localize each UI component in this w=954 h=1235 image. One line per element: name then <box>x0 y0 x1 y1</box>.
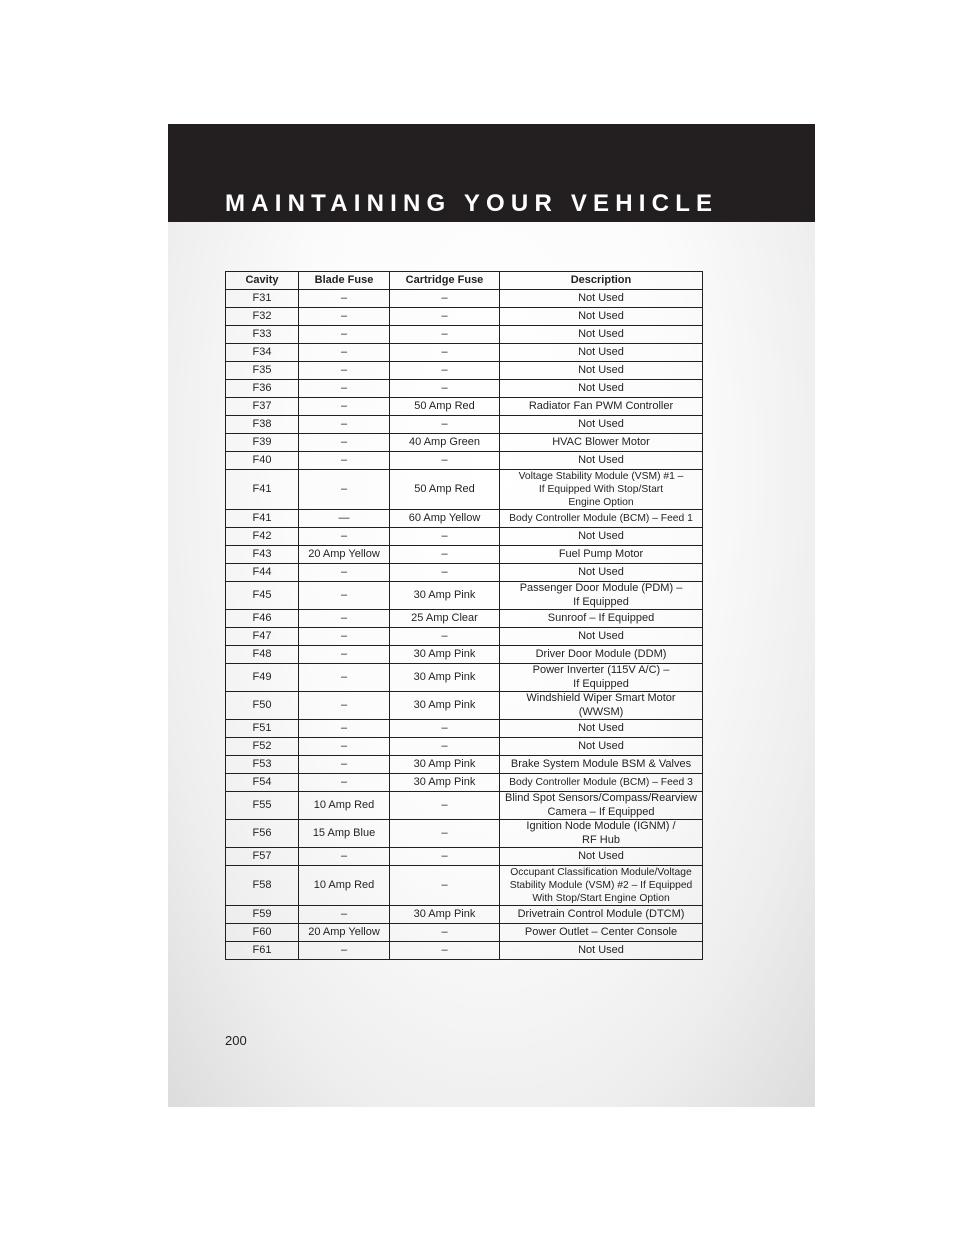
table-row <box>226 906 703 924</box>
fuse-table <box>225 271 703 960</box>
cavity-cell: F47 <box>226 628 299 646</box>
blade-fuse-cell: – <box>299 628 390 646</box>
table-row <box>226 664 703 692</box>
blade-fuse-cell: – <box>299 528 390 546</box>
table-row <box>226 380 703 398</box>
cavity-cell: F31 <box>226 290 299 308</box>
cartridge-fuse-cell: – <box>390 362 500 380</box>
cartridge-fuse-cell: – <box>390 628 500 646</box>
table-row <box>226 434 703 452</box>
cartridge-fuse-cell: – <box>390 290 500 308</box>
table-row <box>226 610 703 628</box>
blade-fuse-cell: – <box>299 326 390 344</box>
header-description: Description <box>500 272 703 290</box>
cartridge-fuse-cell: 40 Amp Green <box>390 434 500 452</box>
blade-fuse-cell: – <box>299 380 390 398</box>
description-cell: Power Outlet – Center Console <box>500 924 703 942</box>
description-cell: Occupant Classification Module/Voltage Stability Module (VSM) #2 – If Equipped With Stop/Start Engine Option <box>500 866 703 906</box>
cavity-cell: F50 <box>226 692 299 720</box>
description-cell: Power Inverter (115V A/C) – If Equipped <box>500 664 703 692</box>
table-row <box>226 528 703 546</box>
table-row <box>226 756 703 774</box>
cartridge-fuse-cell: 30 Amp Pink <box>390 646 500 664</box>
description-cell: Blind Spot Sensors/Compass/Rearview Camera – If Equipped <box>500 792 703 820</box>
table-row <box>226 416 703 434</box>
section-title: MAINTAINING YOUR VEHICLE <box>225 190 719 217</box>
description-cell: Not Used <box>500 720 703 738</box>
cartridge-fuse-cell: – <box>390 546 500 564</box>
blade-fuse-cell: – <box>299 416 390 434</box>
description-cell: Fuel Pump Motor <box>500 546 703 564</box>
table-row <box>226 290 703 308</box>
cartridge-fuse-cell: – <box>390 308 500 326</box>
cartridge-fuse-cell: 30 Amp Pink <box>390 756 500 774</box>
description-cell: Not Used <box>500 848 703 866</box>
blade-fuse-cell: 10 Amp Red <box>299 792 390 820</box>
blade-fuse-cell: – <box>299 564 390 582</box>
blade-fuse-cell: – <box>299 582 390 610</box>
blade-fuse-cell: – <box>299 470 390 510</box>
cartridge-fuse-cell: – <box>390 528 500 546</box>
cavity-cell: F52 <box>226 738 299 756</box>
cavity-cell: F36 <box>226 380 299 398</box>
cavity-cell: F48 <box>226 646 299 664</box>
cartridge-fuse-cell: – <box>390 820 500 848</box>
cartridge-fuse-cell: 30 Amp Pink <box>390 582 500 610</box>
cavity-cell: F33 <box>226 326 299 344</box>
description-cell: Not Used <box>500 564 703 582</box>
fuse-table-body <box>226 290 703 960</box>
description-cell: Not Used <box>500 416 703 434</box>
table-row <box>226 470 703 510</box>
blade-fuse-cell: – <box>299 290 390 308</box>
blade-fuse-cell: 20 Amp Yellow <box>299 546 390 564</box>
description-cell: Not Used <box>500 738 703 756</box>
table-row <box>226 924 703 942</box>
cartridge-fuse-cell: – <box>390 738 500 756</box>
cartridge-fuse-cell: – <box>390 380 500 398</box>
table-row <box>226 564 703 582</box>
cartridge-fuse-cell: 30 Amp Pink <box>390 664 500 692</box>
header-blade-fuse: Blade Fuse <box>299 272 390 290</box>
cavity-cell: F44 <box>226 564 299 582</box>
description-cell: Sunroof – If Equipped <box>500 610 703 628</box>
description-cell: Not Used <box>500 942 703 960</box>
description-cell: Not Used <box>500 308 703 326</box>
description-cell: Not Used <box>500 452 703 470</box>
cavity-cell: F57 <box>226 848 299 866</box>
description-cell: Body Controller Module (BCM) – Feed 3 <box>500 774 703 792</box>
blade-fuse-cell: – <box>299 646 390 664</box>
cavity-cell: F39 <box>226 434 299 452</box>
cavity-cell: F32 <box>226 308 299 326</box>
table-row <box>226 344 703 362</box>
blade-fuse-cell: – <box>299 720 390 738</box>
cavity-cell: F56 <box>226 820 299 848</box>
cartridge-fuse-cell: – <box>390 564 500 582</box>
cavity-cell: F53 <box>226 756 299 774</box>
cavity-cell: F55 <box>226 792 299 820</box>
table-row <box>226 738 703 756</box>
cartridge-fuse-cell: – <box>390 720 500 738</box>
table-row <box>226 774 703 792</box>
table-row <box>226 510 703 528</box>
blade-fuse-cell: – <box>299 774 390 792</box>
blade-fuse-cell: – <box>299 942 390 960</box>
cavity-cell: F38 <box>226 416 299 434</box>
blade-fuse-cell: – <box>299 362 390 380</box>
blade-fuse-cell: – <box>299 434 390 452</box>
cartridge-fuse-cell: – <box>390 866 500 906</box>
table-row <box>226 866 703 906</box>
cartridge-fuse-cell: 30 Amp Pink <box>390 774 500 792</box>
table-row <box>226 692 703 720</box>
blade-fuse-cell: – <box>299 738 390 756</box>
cavity-cell: F61 <box>226 942 299 960</box>
header-cavity: Cavity <box>226 272 299 290</box>
blade-fuse-cell: – <box>299 610 390 628</box>
blade-fuse-cell: — <box>299 510 390 528</box>
blade-fuse-cell: – <box>299 398 390 416</box>
blade-fuse-cell: – <box>299 344 390 362</box>
cartridge-fuse-cell: 60 Amp Yellow <box>390 510 500 528</box>
description-cell: Not Used <box>500 380 703 398</box>
cartridge-fuse-cell: – <box>390 942 500 960</box>
table-row <box>226 720 703 738</box>
cavity-cell: F42 <box>226 528 299 546</box>
blade-fuse-cell: – <box>299 906 390 924</box>
description-cell: Windshield Wiper Smart Motor (WWSM) <box>500 692 703 720</box>
description-cell: Body Controller Module (BCM) – Feed 1 <box>500 510 703 528</box>
blade-fuse-cell: – <box>299 692 390 720</box>
cartridge-fuse-cell: 30 Amp Pink <box>390 906 500 924</box>
table-row <box>226 582 703 610</box>
description-cell: Brake System Module BSM & Valves <box>500 756 703 774</box>
blade-fuse-cell: 20 Amp Yellow <box>299 924 390 942</box>
cavity-cell: F41 <box>226 470 299 510</box>
description-cell: Not Used <box>500 344 703 362</box>
table-row <box>226 362 703 380</box>
table-row <box>226 646 703 664</box>
table-row <box>226 398 703 416</box>
cavity-cell: F49 <box>226 664 299 692</box>
blade-fuse-cell: – <box>299 756 390 774</box>
cavity-cell: F59 <box>226 906 299 924</box>
table-row <box>226 546 703 564</box>
description-cell: Drivetrain Control Module (DTCM) <box>500 906 703 924</box>
cartridge-fuse-cell: – <box>390 326 500 344</box>
cavity-cell: F58 <box>226 866 299 906</box>
header-cartridge-fuse: Cartridge Fuse <box>390 272 500 290</box>
blade-fuse-cell: – <box>299 848 390 866</box>
table-header-row <box>226 272 703 290</box>
cartridge-fuse-cell: – <box>390 344 500 362</box>
description-cell: Passenger Door Module (PDM) – If Equipped <box>500 582 703 610</box>
table-row <box>226 452 703 470</box>
table-row <box>226 628 703 646</box>
description-cell: Radiator Fan PWM Controller <box>500 398 703 416</box>
cartridge-fuse-cell: 50 Amp Red <box>390 398 500 416</box>
description-cell: Not Used <box>500 628 703 646</box>
cartridge-fuse-cell: – <box>390 416 500 434</box>
blade-fuse-cell: – <box>299 452 390 470</box>
page-number: 200 <box>225 1033 247 1048</box>
blade-fuse-cell: – <box>299 308 390 326</box>
cartridge-fuse-cell: 50 Amp Red <box>390 470 500 510</box>
description-cell: Not Used <box>500 290 703 308</box>
cartridge-fuse-cell: 25 Amp Clear <box>390 610 500 628</box>
cavity-cell: F51 <box>226 720 299 738</box>
table-row <box>226 326 703 344</box>
description-cell: Driver Door Module (DDM) <box>500 646 703 664</box>
description-cell: HVAC Blower Motor <box>500 434 703 452</box>
cavity-cell: F40 <box>226 452 299 470</box>
cavity-cell: F54 <box>226 774 299 792</box>
description-cell: Not Used <box>500 362 703 380</box>
cavity-cell: F34 <box>226 344 299 362</box>
cartridge-fuse-cell: – <box>390 924 500 942</box>
cavity-cell: F35 <box>226 362 299 380</box>
description-cell: Not Used <box>500 326 703 344</box>
blade-fuse-cell: 10 Amp Red <box>299 866 390 906</box>
blade-fuse-cell: – <box>299 664 390 692</box>
table-row <box>226 820 703 848</box>
cavity-cell: F46 <box>226 610 299 628</box>
cartridge-fuse-cell: – <box>390 452 500 470</box>
description-cell: Voltage Stability Module (VSM) #1 – If Equipped With Stop/Start Engine Option <box>500 470 703 510</box>
blade-fuse-cell: 15 Amp Blue <box>299 820 390 848</box>
cavity-cell: F37 <box>226 398 299 416</box>
cavity-cell: F41 <box>226 510 299 528</box>
table-row <box>226 792 703 820</box>
cartridge-fuse-cell: – <box>390 792 500 820</box>
table-row <box>226 942 703 960</box>
cavity-cell: F60 <box>226 924 299 942</box>
description-cell: Not Used <box>500 528 703 546</box>
cartridge-fuse-cell: – <box>390 848 500 866</box>
cavity-cell: F43 <box>226 546 299 564</box>
cavity-cell: F45 <box>226 582 299 610</box>
description-cell: Ignition Node Module (IGNM) / RF Hub <box>500 820 703 848</box>
table-row <box>226 308 703 326</box>
table-row <box>226 848 703 866</box>
cartridge-fuse-cell: 30 Amp Pink <box>390 692 500 720</box>
